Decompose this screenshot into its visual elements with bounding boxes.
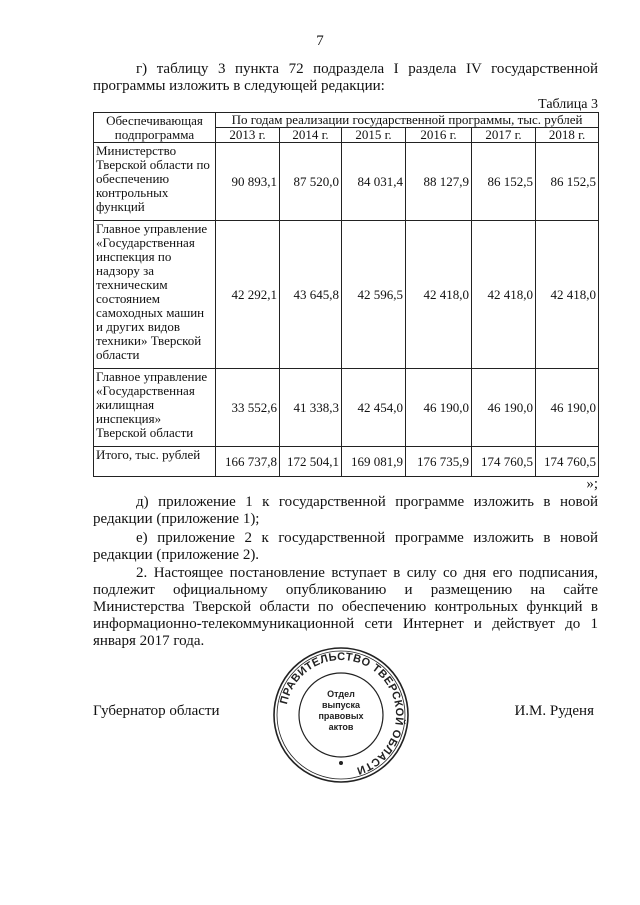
row-value: 90 893,1	[216, 143, 280, 221]
paragraph-e	[93, 530, 598, 564]
row-value: 169 081,9	[342, 447, 406, 477]
row-name: Министерство Тверской области по обеспечению контрольных функций	[94, 143, 216, 221]
row-value: 42 454,0	[342, 369, 406, 447]
paragraph-2	[93, 565, 598, 650]
table-header-row	[94, 113, 599, 128]
row-value: 42 292,1	[216, 221, 280, 369]
paragraph-e-text: е) приложение 2 к государственной программе изложить в новой редакции (приложение 2).	[93, 530, 598, 563]
stamp-ring-text: ПРАВИТЕЛЬСТВО ТВЕРСКОЙ ОБЛАСТИ	[278, 650, 406, 777]
table-row	[94, 221, 599, 369]
year-header: 2018 г.	[536, 128, 599, 143]
row-value: 42 596,5	[342, 221, 406, 369]
year-header: 2016 г.	[406, 128, 472, 143]
stamp-line: выпуска	[322, 700, 360, 710]
stamp-line: правовых	[318, 711, 364, 721]
row-value: 86 152,5	[536, 143, 599, 221]
row-value: 33 552,6	[216, 369, 280, 447]
header-subprogram: Обеспечивающая подпрограмма	[94, 113, 216, 143]
signature-title: Губернатор области	[93, 703, 220, 719]
paragraph-d	[93, 494, 598, 528]
row-value: 42 418,0	[406, 221, 472, 369]
row-value: 172 504,1	[280, 447, 342, 477]
header-years-group: По годам реализации государственной программы, тыс. рублей	[216, 113, 599, 128]
row-value: 174 760,5	[472, 447, 536, 477]
row-value: 46 190,0	[536, 369, 599, 447]
year-header: 2014 г.	[280, 128, 342, 143]
row-value: 166 737,8	[216, 447, 280, 477]
row-value: 174 760,5	[536, 447, 599, 477]
row-name: Главное управление «Государственная жилищная инспекция» Тверской области	[94, 369, 216, 447]
table-row	[94, 369, 599, 447]
closing-quote: »;	[586, 476, 598, 492]
official-stamp	[271, 645, 411, 785]
row-name: Главное управление «Государственная инспекция по надзору за техническим состоянием самоходных машин и других видов техники» Тверской области	[94, 221, 216, 369]
year-header: 2017 г.	[472, 128, 536, 143]
row-value: 86 152,5	[472, 143, 536, 221]
table-3	[93, 112, 599, 477]
row-value: 176 735,9	[406, 447, 472, 477]
table-caption: Таблица 3	[538, 97, 598, 112]
table-total-row	[94, 447, 599, 477]
row-value: 46 190,0	[406, 369, 472, 447]
table-row	[94, 143, 599, 221]
signature-name: И.М. Руденя	[514, 703, 594, 719]
year-header: 2015 г.	[342, 128, 406, 143]
intro-text: г) таблицу 3 пункта 72 подраздела I раздела IV государственной программы изложить в следующей редакции:	[93, 61, 598, 94]
page-number: 7	[316, 33, 324, 49]
row-value: 42 418,0	[472, 221, 536, 369]
row-value: 88 127,9	[406, 143, 472, 221]
row-value: 42 418,0	[536, 221, 599, 369]
stamp-line: Отдел	[327, 689, 355, 699]
paragraph-d-text: д) приложение 1 к государственной программе изложить в новой редакции (приложение 1);	[93, 494, 598, 527]
row-value: 87 520,0	[280, 143, 342, 221]
row-name: Итого, тыс. рублей	[94, 447, 216, 477]
stamp-center-text	[271, 689, 411, 733]
row-value: 41 338,3	[280, 369, 342, 447]
row-value: 46 190,0	[472, 369, 536, 447]
row-value: 84 031,4	[342, 143, 406, 221]
paragraph-2-text: 2. Настоящее постановление вступает в силу со дня его подписания, подлежит официальному опубликованию и размещению на сайте Министерства Тверской области по обеспечению контрольных функций в информационно-телекоммуникационной сети Интернет и действует до 1 января 2017 года.	[93, 565, 598, 649]
row-value: 43 645,8	[280, 221, 342, 369]
stamp-line: актов	[328, 722, 354, 732]
year-header: 2013 г.	[216, 128, 280, 143]
intro-paragraph	[93, 61, 598, 95]
